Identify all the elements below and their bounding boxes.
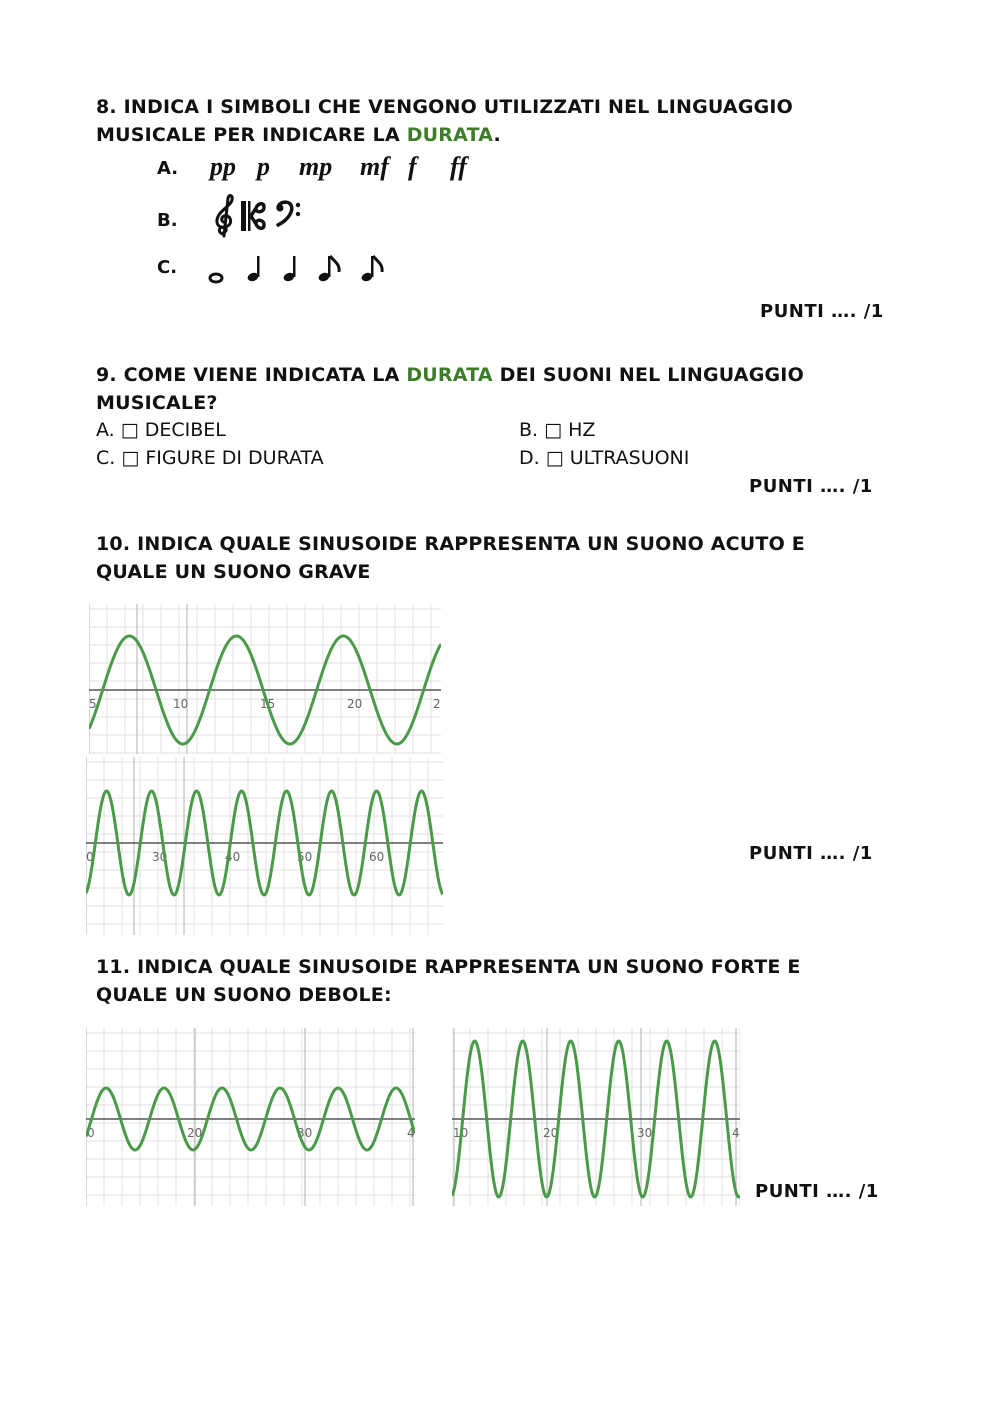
eighth-note-icon (317, 256, 339, 283)
tick-label: 40 (225, 850, 241, 864)
q9-title-highlight: DURATA (406, 364, 493, 386)
tick-label: 20 (543, 1126, 559, 1140)
tick-label: 20 (347, 697, 363, 711)
q10-title (96, 530, 805, 586)
q8-option-c-notes (205, 250, 390, 290)
q9-title-line1 (96, 361, 804, 389)
tick-label: 50 (297, 850, 313, 864)
q9-choice-b-letter: B. (519, 419, 539, 441)
tick-label: 4 (407, 1126, 415, 1140)
whole-note-icon (210, 274, 222, 282)
q8-option-a-dynamic-mp: mp (299, 152, 333, 181)
quarter-note-icon (246, 256, 259, 283)
q8-option-a-dynamic-mf: mf (360, 152, 389, 181)
q8-option-a-dynamic-ff: ff (450, 152, 467, 181)
q9-choice-c[interactable] (96, 447, 324, 469)
tick-label: 15 (260, 697, 276, 711)
treble-clef-icon (217, 196, 232, 236)
q8-title-suffix: . (493, 124, 501, 146)
tick-label: 5 (89, 697, 97, 711)
q8-title-line1: 8. INDICA I SIMBOLI CHE VENGONO UTILIZZATI NEL LINGUAGGIO (96, 96, 794, 118)
q9-choice-c-letter: C. (96, 447, 116, 469)
q11-graph-strong (452, 1028, 740, 1206)
q8-option-b-clefs (212, 194, 312, 238)
tick-label: 30 (637, 1126, 653, 1140)
graph-grid (86, 1028, 415, 1206)
q8-title-line2 (96, 121, 793, 149)
q9-choice-a[interactable] (96, 419, 226, 441)
tick-label: 60 (369, 850, 385, 864)
tick-label: 10 (453, 1126, 469, 1140)
q9-title-suffix: DEI SUONI NEL LINGUAGGIO (492, 364, 804, 386)
q9-choice-a-letter: A. (96, 419, 115, 441)
tick-label: 10 (173, 697, 189, 711)
alto-clef-icon (241, 201, 264, 231)
tick-label: 2 (433, 697, 441, 711)
tick-label: 30 (297, 1126, 313, 1140)
q9-choice-d[interactable] (519, 447, 689, 469)
q10-graph-high-frequency (86, 757, 443, 935)
q9-choice-b-text: HZ (568, 419, 596, 441)
q9-title-prefix: 9. COME VIENE INDICATA LA (96, 364, 407, 386)
eighth-note-icon (360, 256, 382, 283)
q9-title (96, 361, 804, 417)
q8-option-a-dynamic-pp: pp (210, 152, 236, 181)
q9-score: PUNTI …. /1 (749, 476, 873, 497)
tick-label: 30 (152, 850, 168, 864)
q9-choice-b[interactable] (519, 419, 595, 441)
bass-clef-icon (277, 202, 301, 225)
q9-choice-d-letter: D. (519, 447, 540, 469)
checkbox-icon[interactable]: □ (121, 447, 140, 469)
q8-option-a-dynamic-f: f (408, 152, 417, 181)
q9-choice-c-text: FIGURE DI DURATA (145, 447, 324, 469)
q11-title-line2: QUALE UN SUONO DEBOLE: (96, 984, 392, 1006)
q9-choice-d-text: ULTRASUONI (569, 447, 690, 469)
tick-label: 4 (732, 1126, 740, 1140)
q10-title-line1: 10. INDICA QUALE SINUSOIDE RAPPRESENTA UN SUONO ACUTO E (96, 533, 805, 555)
q10-score: PUNTI …. /1 (749, 843, 873, 864)
q11-score: PUNTI …. /1 (755, 1181, 879, 1202)
graph-grid (89, 604, 441, 754)
q8-option-a-letter: A. (157, 158, 179, 179)
tick-label: 0 (86, 850, 94, 864)
q8-title-highlight: DURATA (406, 124, 494, 146)
checkbox-icon[interactable]: □ (545, 447, 564, 469)
checkbox-icon[interactable]: □ (120, 419, 139, 441)
q8-score: PUNTI …. /1 (760, 301, 884, 322)
q8-title-prefix: MUSICALE PER INDICARE LA (96, 124, 407, 146)
q8-option-b-letter: B. (157, 210, 178, 231)
q11-title (96, 953, 801, 1009)
q8-title (96, 93, 793, 149)
q9-choice-a-text: DECIBEL (144, 419, 226, 441)
q8-option-c-letter: C. (157, 257, 178, 278)
quarter-note-icon (282, 256, 295, 283)
q10-graph-low-frequency (89, 604, 441, 754)
q11-title-line1: 11. INDICA QUALE SINUSOIDE RAPPRESENTA UN SUONO FORTE E (96, 956, 801, 978)
q10-title-line2: QUALE UN SUONO GRAVE (96, 561, 371, 583)
tick-label: 20 (187, 1126, 203, 1140)
q11-graph-weak (86, 1028, 415, 1206)
tick-label: 0 (87, 1126, 95, 1140)
checkbox-icon[interactable]: □ (544, 419, 563, 441)
q8-option-a-dynamic-p: p (257, 152, 270, 181)
q9-title-line2: MUSICALE? (96, 392, 218, 414)
